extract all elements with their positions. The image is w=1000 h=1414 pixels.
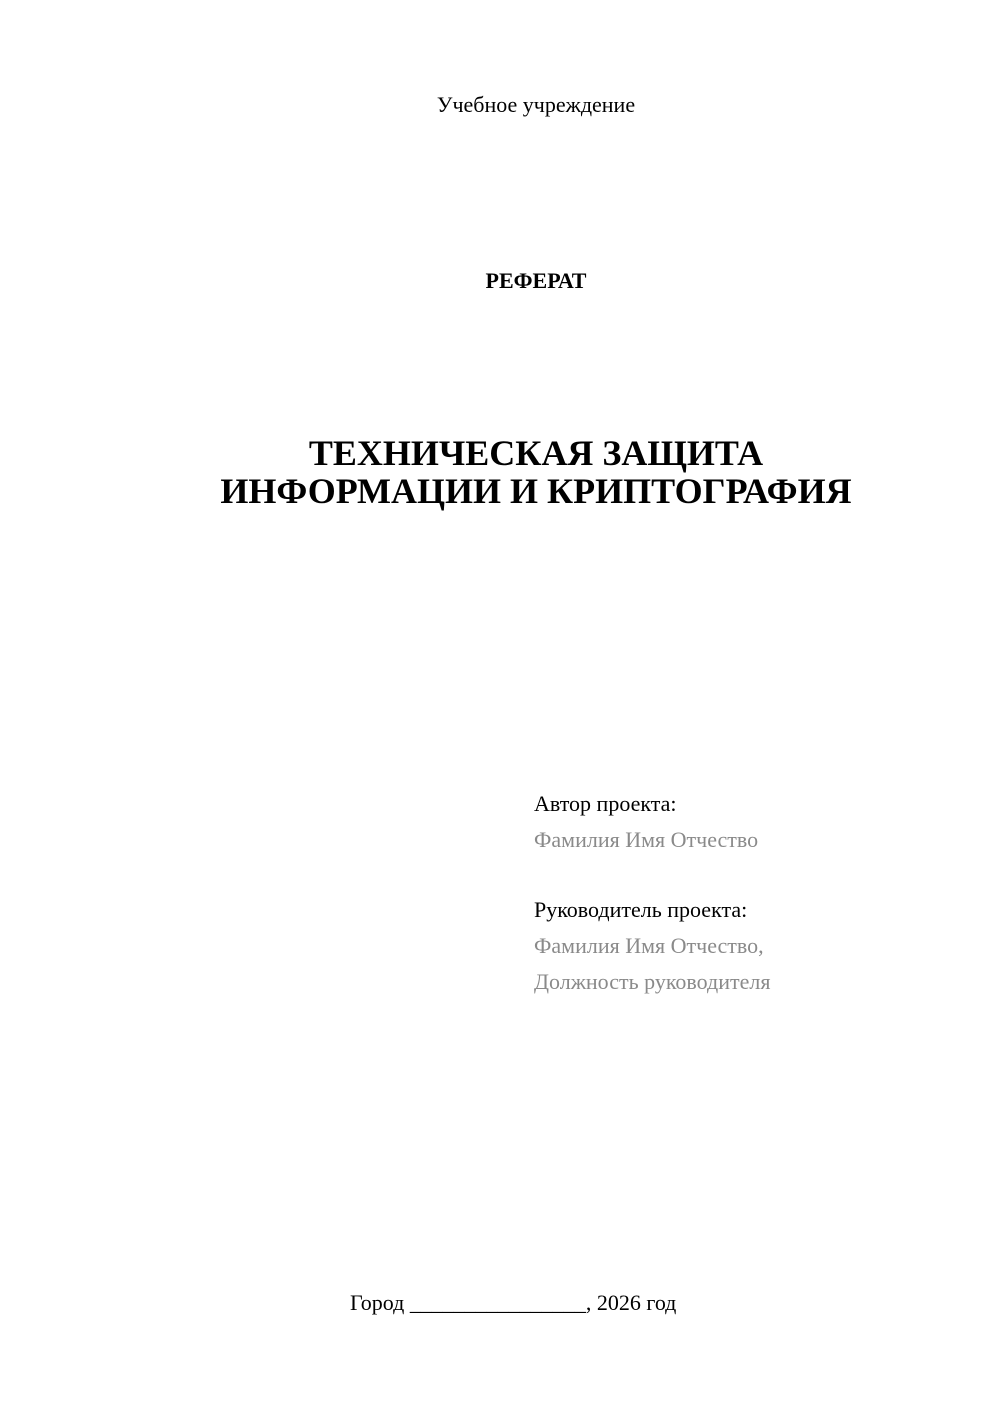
credits-spacer [534,858,770,892]
document-title-line: ТЕХНИЧЕСКАЯ ЗАЩИТА [308,433,764,473]
document-title [0,434,1000,510]
document-type: РЕФЕРАТ [485,268,587,293]
author-name: Фамилия Имя Отчество [534,827,759,852]
credits-block [534,786,770,1000]
supervisor-label: Руководитель проекта: [534,897,748,922]
institution-name: Учебное учреждение [436,92,636,117]
supervisor-name: Фамилия Имя Отчество, [534,933,764,958]
author-label: Автор проекта: [534,791,677,816]
document-title-line: ИНФОРМАЦИИ И КРИПТОГРАФИЯ [220,471,852,511]
city-year-line: Город ________________, 2026 год [350,1290,677,1315]
supervisor-position: Должность руководителя [534,969,771,994]
